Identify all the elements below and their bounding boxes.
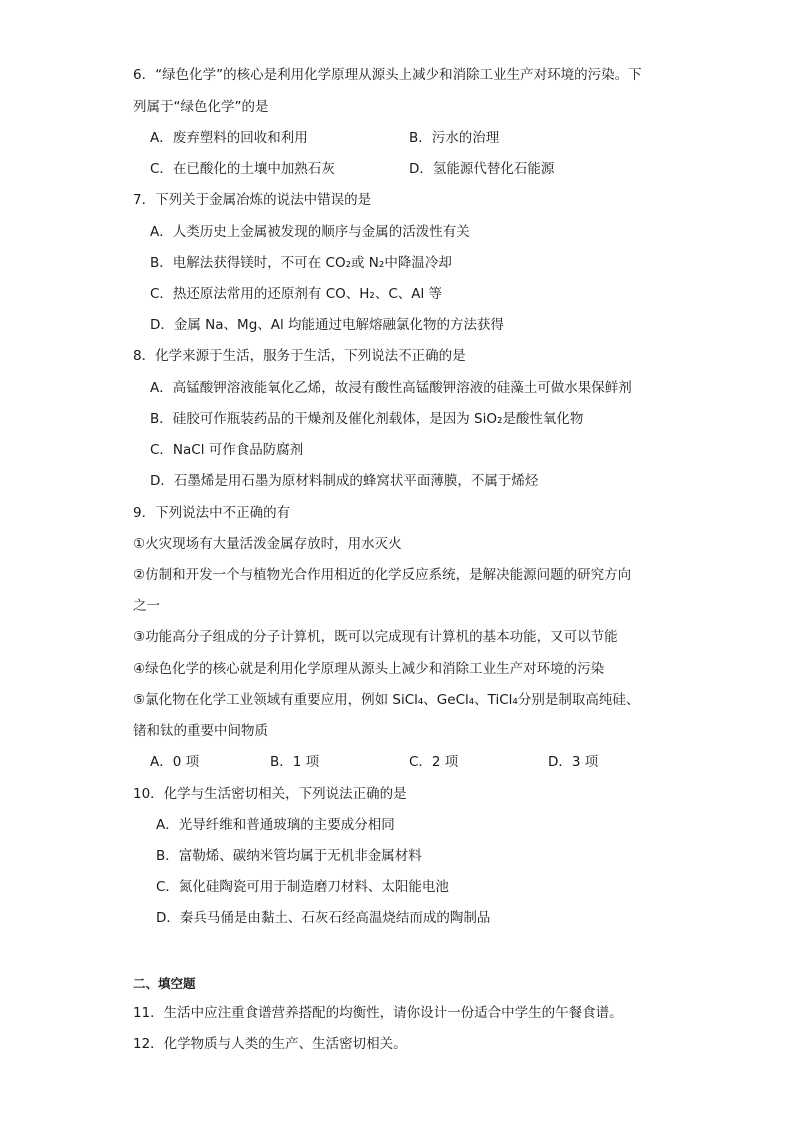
q9-statement-1: ①火灾现场有大量活泼金属存放时，用水灭火 [133,536,402,552]
q9-stem: 9．下列说法中不正确的有 [133,505,291,521]
q7-option-a: A．人类历史上金属被发现的顺序与金属的活泼性有关 [150,224,470,240]
q9-option-b: B．1 项 [270,754,320,770]
q7-option-c: C．热还原法常用的还原剂有 CO、H₂、C、Al 等 [150,286,443,302]
q7-option-b: B．电解法获得镁时，不可在 CO₂或 N₂中降温冷却 [150,255,452,271]
q6-option-b: B．污水的治理 [409,130,500,146]
q9-statement-4: ④绿色化学的核心就是利用化学原理从源头上减少和消除工业生产对环境的污染 [133,661,605,677]
q6-option-a: A．废弃塑料的回收和利用 [150,130,308,146]
q7-option-d: D．金属 Na、Mg、Al 均能通过电解熔融氯化物的方法获得 [150,317,505,333]
q12-stem: 12．化学物质与人类的生产、生活密切相关。 [133,1036,407,1052]
q9-statement-5-line2: 锗和钛的重要中间物质 [133,723,268,739]
q8-stem: 8．化学来源于生活，服务于生活，下列说法不正确的是 [133,348,466,364]
q10-stem: 10．化学与生活密切相关，下列说法正确的是 [133,786,407,802]
q10-option-a: A．光导纤维和普通玻璃的主要成分相同 [156,817,395,833]
section-fill-in-title: 二、填空题 [133,976,196,991]
q8-option-c: C．NaCl 可作食品防腐剂 [150,442,304,458]
q8-option-b: B．硅胶可作瓶装药品的干燥剂及催化剂载体，是因为 SiO₂是酸性氧化物 [150,411,584,427]
q9-statement-5-line1: ⑤氯化物在化学工业领域有重要应用，例如 SiCl₄、GeCl₄、TiCl₄分别是制取高纯硅、 [133,692,640,708]
q9-option-c: C．2 项 [409,754,459,770]
q6-option-c: C．在已酸化的土壤中加熟石灰 [150,161,335,177]
q6-stem-line2: 列属于“绿色化学”的是 [133,99,269,115]
q9-statement-3: ③功能高分子组成的分子计算机，既可以完成现有计算机的基本功能，又可以节能 [133,629,618,645]
q10-option-d: D．秦兵马俑是由黏土、石灰石经高温烧结而成的陶制品 [156,910,491,926]
q6-stem-line1: 6．“绿色化学”的核心是利用化学原理从源头上减少和消除工业生产对环境的污染。下 [133,67,642,83]
q8-option-a: A．高锰酸钾溶液能氧化乙烯，故浸有酸性高锰酸钾溶液的硅藻土可做水果保鲜剂 [150,380,632,396]
q9-statement-2-line2: 之一 [133,598,160,614]
q11-stem: 11．生活中应注重食谱营养搭配的均衡性，请你设计一份适合中学生的午餐食谱。 [133,1005,623,1021]
q9-option-d: D．3 项 [548,754,599,770]
q9-option-a: A．0 项 [150,754,200,770]
q8-option-d: D．石墨烯是用石墨为原材料制成的蜂窝状平面薄膜，不属于烯烃 [150,473,539,489]
q6-option-d: D．氢能源代替化石能源 [409,161,555,177]
q9-statement-2-line1: ②仿制和开发一个与植物光合作用相近的化学反应系统，是解决能源问题的研究方向 [133,567,632,583]
q7-stem: 7．下列关于金属冶炼的说法中错误的是 [133,192,372,208]
q10-option-c: C．氮化硅陶瓷可用于制造磨刀材料、太阳能电池 [156,879,449,895]
q10-option-b: B．富勒烯、碳纳米管均属于无机非金属材料 [156,848,422,864]
